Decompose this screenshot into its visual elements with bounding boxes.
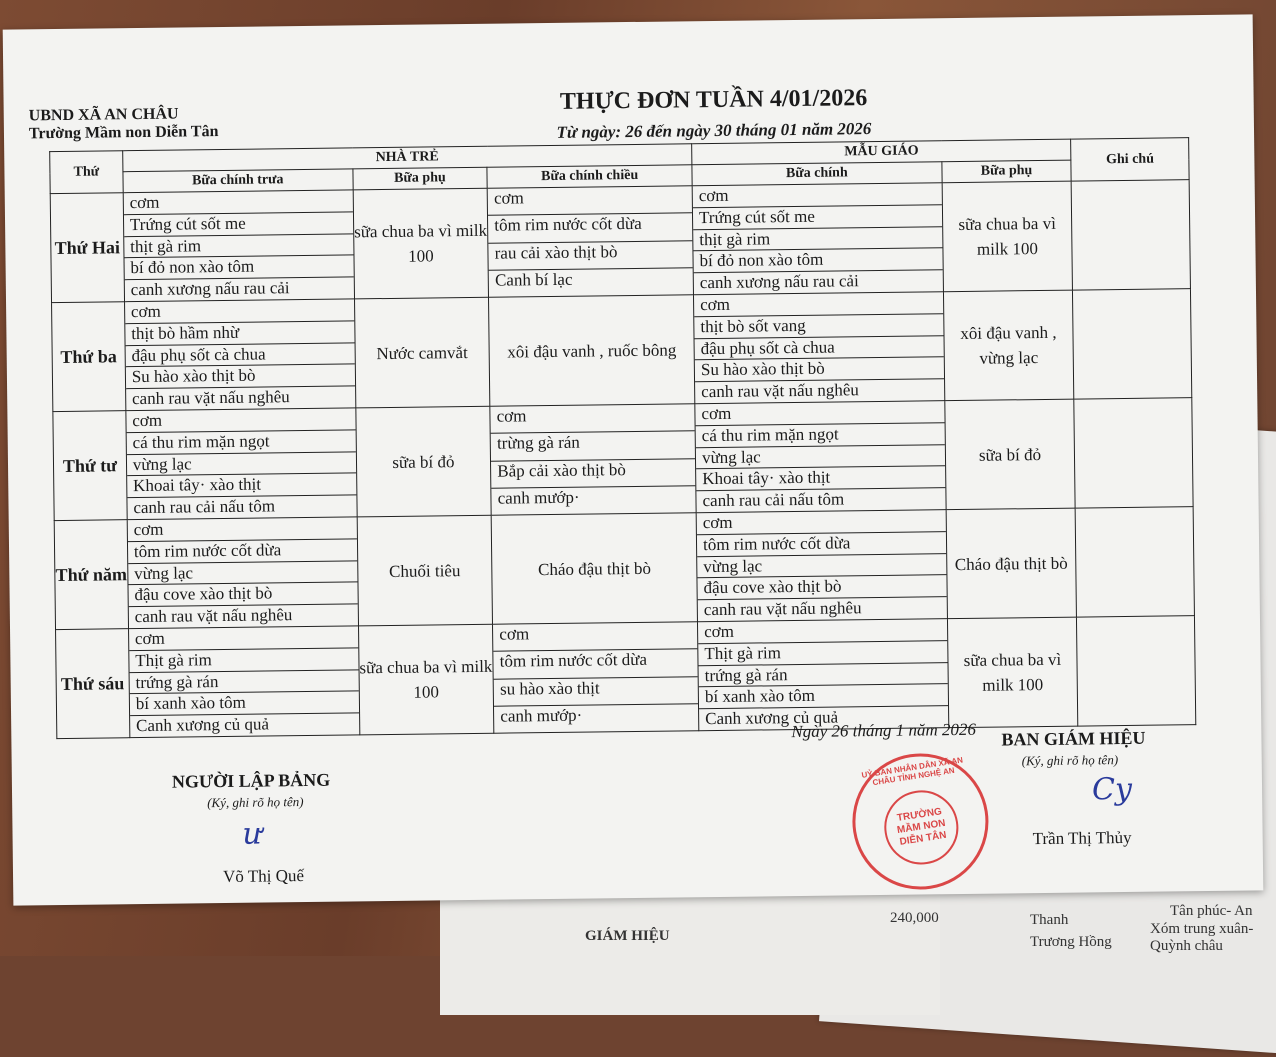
nt-lunch-cell xyxy=(128,626,359,738)
dish-list xyxy=(128,517,358,628)
dish-item: canh rau vặt nấu nghêu xyxy=(703,598,862,620)
dish-item: canh rau cải nấu tôm xyxy=(702,489,845,511)
dish-item: cơm xyxy=(693,183,942,208)
dish-item: cơm xyxy=(697,510,946,535)
dish-item: cơm xyxy=(493,622,697,652)
mg-snack-cell: sữa chua ba vì milk 100 xyxy=(947,617,1078,728)
note-cell xyxy=(1075,507,1194,617)
organization-header xyxy=(29,105,219,143)
table-row xyxy=(52,289,1192,412)
nt-lunch-cell xyxy=(126,408,357,520)
mg-main-cell xyxy=(692,183,943,295)
nt-afternoon-cell xyxy=(490,404,696,515)
dish-item: vừng lạc xyxy=(127,452,356,477)
mg-snack-cell: sữa bí đỏ xyxy=(944,399,1075,510)
preparer-name: Võ Thị Quế xyxy=(222,866,305,887)
dish-item: cơm xyxy=(491,404,695,434)
dish-item: đậu phụ sốt cà chua xyxy=(695,336,944,361)
dish-item: cơm xyxy=(125,299,354,324)
dish-item: tôm rim nước cốt dừa xyxy=(128,539,357,564)
header-nha-tre: NHÀ TRẺ xyxy=(123,144,692,172)
dish-item: canh xương nấu rau cải xyxy=(130,278,290,300)
dish-item: su hào xào thịt xyxy=(494,677,698,707)
nt-lunch-cell xyxy=(127,517,358,629)
dish-item: bí đỏ non xào tôm xyxy=(124,256,353,281)
day-label: Thứ Hai xyxy=(50,193,124,303)
dish-item: tôm rim nước cốt dừa xyxy=(494,649,698,679)
nt-snack-cell: Chuối tiêu xyxy=(357,515,493,626)
note-cell xyxy=(1071,180,1190,290)
table-row xyxy=(50,180,1190,303)
dish-list xyxy=(693,183,943,294)
nt-afternoon-cell: Cháo đậu thịt bò xyxy=(491,513,697,624)
dish-list xyxy=(126,408,356,519)
dish-item: tôm rim nước cốt dừa xyxy=(697,532,946,557)
mg-main-cell xyxy=(695,401,946,513)
weekly-menu-table xyxy=(49,137,1196,739)
dish-item: Trứng cút sốt me xyxy=(124,212,353,237)
dish-item: bí đỏ non xào tôm xyxy=(693,249,942,274)
dish-item: bí xanh xào tôm xyxy=(130,692,359,717)
dish-item: Su hào xào thịt bò xyxy=(126,365,355,390)
dish-item: thịt bò hầm nhừ xyxy=(125,321,354,346)
nt-afternoon-cell: xôi đậu vanh , ruốc bông xyxy=(489,295,695,406)
nt-lunch-cell xyxy=(123,190,354,302)
school-name: Trường Mầm non Diễn Tân xyxy=(28,123,219,143)
header-mau-giao: MẪU GIÁO xyxy=(692,139,1072,165)
dish-item: trứng gà rán xyxy=(699,663,948,688)
principal-title: BAN GIÁM HIỆU xyxy=(1001,727,1146,750)
page-title: THỰC ĐƠN TUẦN 4/01/2026 xyxy=(559,85,868,115)
menu-sheet xyxy=(3,14,1264,905)
dish-item: canh mướp· xyxy=(500,705,583,726)
school-stamp xyxy=(843,744,998,899)
dish-item: cơm xyxy=(126,408,355,433)
preparer-title: NGƯỜI LẬP BẢNG xyxy=(171,769,331,792)
note-cell xyxy=(1074,398,1193,508)
dish-item: cá thu rim mặn ngọt xyxy=(696,423,945,448)
nt-snack-cell: sữa chua ba vì milk 100 xyxy=(358,624,494,735)
dish-item: canh xương nấu rau cải xyxy=(699,271,859,293)
nt-lunch-cell xyxy=(124,299,355,411)
table-row xyxy=(54,507,1194,630)
dish-list xyxy=(124,190,354,301)
preparer-signature: ư xyxy=(242,816,263,852)
bg-address2: Tân phúc- An xyxy=(1170,903,1253,919)
mg-snack-cell: xôi đậu vanh , vừng lạc xyxy=(943,290,1074,401)
note-cell xyxy=(1073,289,1192,399)
stamp-ring-text: UỶ BAN NHÂN DÂN XÃ AN CHÂU TỈNH NGHỆ AN xyxy=(860,755,964,788)
dish-item: thịt gà rim xyxy=(693,227,942,252)
date-range: Từ ngày: 26 đến ngày 30 tháng 01 năm 2026 xyxy=(556,119,872,142)
dish-list xyxy=(493,622,698,732)
dish-list xyxy=(125,299,355,410)
table-row xyxy=(56,616,1196,739)
mg-main-cell xyxy=(696,510,947,622)
dish-item: thịt bò sốt vang xyxy=(694,314,943,339)
mg-snack-cell: Cháo đậu thịt bò xyxy=(946,508,1077,619)
day-label: Thứ ba xyxy=(52,302,126,412)
dish-list xyxy=(488,186,693,296)
bg-address1: Xóm trung xuân- Quỳnh châu xyxy=(1150,921,1254,954)
nt-snack-cell: sữa bí đỏ xyxy=(355,406,491,517)
dish-item: Canh xương củ quả xyxy=(705,707,839,729)
dish-item: đậu phụ sốt cà chua xyxy=(125,343,354,368)
bg-name1: Thanh xyxy=(1030,912,1069,928)
bg-signature-title: GIÁM HIỆU xyxy=(585,928,670,944)
dish-item: Trứng cút sốt me xyxy=(693,205,942,230)
dish-item: cơm xyxy=(124,190,353,215)
table-row xyxy=(53,398,1193,521)
principal-signature: Cy xyxy=(1091,771,1133,808)
dish-item: cơm xyxy=(695,401,944,426)
dish-item: Thịt gà rim xyxy=(698,641,947,666)
header-mg-phu: Bữa phụ xyxy=(942,160,1072,183)
dish-item: vừng lạc xyxy=(696,445,945,470)
dish-item: trừng gà rán xyxy=(491,431,695,461)
dish-item: cơm xyxy=(128,517,357,542)
day-label: Thứ sáu xyxy=(56,629,130,739)
header-nt-chieu: Bữa chính chiều xyxy=(487,165,692,189)
dish-list xyxy=(694,292,944,403)
header-nt-trua: Bữa chính trưa xyxy=(123,169,353,193)
bg-name2: Trương Hồng xyxy=(1030,934,1112,950)
nt-afternoon-cell xyxy=(493,622,699,733)
day-label: Thứ tư xyxy=(53,411,127,521)
dish-item: Thịt gà rim xyxy=(129,648,358,673)
dish-list xyxy=(698,619,948,730)
dish-item: canh rau cải nấu tôm xyxy=(133,496,276,518)
dish-list xyxy=(491,404,696,514)
dish-item: thịt gà rim xyxy=(124,234,353,259)
nt-afternoon-cell xyxy=(487,186,693,297)
dish-item: bí xanh xào tôm xyxy=(699,685,948,710)
dish-item: cá thu rim mặn ngọt xyxy=(126,430,355,455)
dish-item: Su hào xào thịt bò xyxy=(695,358,944,383)
dish-item: rau cải xào thịt bò xyxy=(489,241,693,271)
dish-item: Canh bí lạc xyxy=(494,269,573,290)
mg-main-cell xyxy=(694,292,945,404)
stamp-center-text: TRƯỜNG MẦM NON DIỄN TÂN xyxy=(879,785,963,869)
dish-list xyxy=(697,510,947,621)
mg-main-cell xyxy=(698,619,949,731)
header-nt-phu: Bữa phụ xyxy=(353,167,488,190)
dish-item: cơm xyxy=(698,619,947,644)
dish-item: canh rau vặt nấu nghêu xyxy=(701,380,859,402)
dish-item: Canh xương củ quả xyxy=(135,714,270,736)
dish-list xyxy=(129,626,359,737)
dish-item: đậu cove xào thịt bò xyxy=(128,583,357,608)
background-document-2 xyxy=(440,895,940,1015)
dish-item: Bắp cải xào thịt bò xyxy=(491,459,695,489)
nt-snack-cell: Nước camvắt xyxy=(354,297,490,408)
preparer-note: (Ký, ghi rõ họ tên) xyxy=(207,794,304,811)
dish-item: Khoai tây· xào thịt xyxy=(696,467,945,492)
dish-item: canh rau vặt nấu nghêu xyxy=(131,387,290,409)
header-mg-chinh: Bữa chính xyxy=(692,162,942,186)
header-ghi-chu: Ghi chú xyxy=(1071,138,1189,181)
dish-item: canh mướp· xyxy=(497,487,580,508)
dish-item: cơm xyxy=(694,292,943,317)
nt-snack-cell: sữa chua ba vì milk 100 xyxy=(353,188,489,299)
bg-amount: 240,000 xyxy=(890,910,939,926)
dish-item: Khoai tây· xào thịt xyxy=(127,474,356,499)
org-name: UBND XÃ AN CHÂU xyxy=(28,105,179,125)
principal-name: Trần Thị Thủy xyxy=(1032,827,1132,849)
dish-item: vừng lạc xyxy=(128,561,357,586)
dish-item: vừng lạc xyxy=(697,554,946,579)
dish-item: cơm xyxy=(129,626,358,651)
dish-item: tôm rim nước cốt dừa xyxy=(488,214,692,244)
header-thu: Thứ xyxy=(50,151,123,194)
principal-note: (Ký, ghi rõ họ tên) xyxy=(1021,752,1119,769)
note-cell xyxy=(1077,616,1196,726)
dish-item: đậu cove xào thịt bò xyxy=(697,576,946,601)
mg-snack-cell: sữa chua ba vì milk 100 xyxy=(942,181,1073,292)
signing-date: Ngày 26 tháng 1 năm 2026 xyxy=(791,719,977,742)
dish-item: trứng gà rán xyxy=(129,670,358,695)
dish-item: canh rau vặt nấu nghêu xyxy=(134,605,293,627)
dish-item: cơm xyxy=(488,186,692,216)
day-label: Thứ năm xyxy=(54,520,128,630)
dish-list xyxy=(695,401,945,512)
